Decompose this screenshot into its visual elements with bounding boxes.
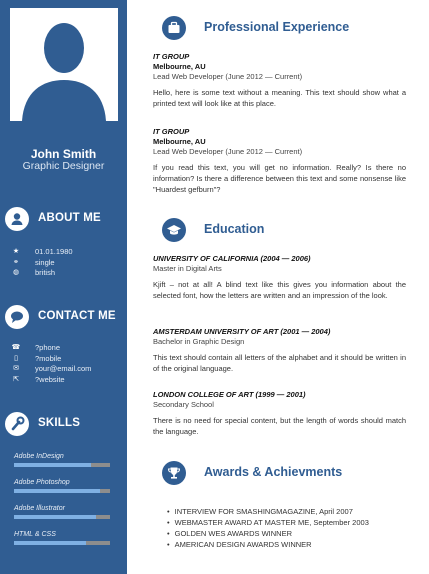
awards-heading bbox=[162, 461, 422, 485]
skill-name: Adobe InDesign bbox=[14, 453, 64, 460]
envelope-icon: ✉ bbox=[13, 365, 19, 372]
skills-heading bbox=[5, 412, 125, 436]
education-title: Education bbox=[204, 222, 265, 236]
about-list bbox=[11, 247, 73, 279]
skill-fill bbox=[14, 489, 100, 493]
about-me-heading bbox=[5, 207, 125, 231]
job-company: IT GROUP bbox=[153, 127, 190, 136]
graduation-cap-icon bbox=[162, 218, 186, 242]
skill-fill bbox=[14, 515, 96, 519]
mobile[interactable]: ?mobile bbox=[35, 353, 62, 363]
user-icon bbox=[5, 207, 29, 231]
awards-title: Awards & Achievments bbox=[204, 465, 343, 479]
external-link-icon: ⇱ bbox=[13, 375, 19, 383]
list-item bbox=[11, 354, 91, 365]
job-role: Lead Web Developer (June 2012 — Current) bbox=[153, 72, 303, 81]
education-school: LONDON COLLEGE OF ART (1999 — 2001) bbox=[153, 390, 306, 399]
person-title: Graphic Designer bbox=[22, 160, 105, 172]
skill-name: Adobe Photoshop bbox=[14, 479, 70, 486]
skill-track bbox=[14, 463, 110, 467]
list-item: • WEBMASTER AWARD AT MASTER ME, September 2003 bbox=[167, 517, 369, 528]
skill-fill bbox=[14, 463, 91, 467]
sidebar bbox=[0, 0, 127, 574]
education-entry bbox=[153, 327, 406, 374]
skill-track bbox=[14, 515, 110, 519]
marital-status: single bbox=[35, 257, 55, 267]
nationality: british bbox=[35, 268, 56, 277]
education-entry bbox=[153, 254, 406, 301]
job-location: Melbourne, AU bbox=[153, 137, 206, 146]
education-school: UNIVERSITY OF CALIFORNIA (2004 — 2006) bbox=[153, 254, 311, 263]
email[interactable]: your@email.com bbox=[35, 364, 92, 373]
education-heading bbox=[162, 218, 422, 242]
contact-list bbox=[11, 343, 91, 385]
globe-icon: ◍ bbox=[12, 269, 20, 276]
job-location: Melbourne, AU bbox=[153, 62, 206, 71]
skill-track bbox=[14, 541, 110, 545]
rings-icon: ⚭ bbox=[13, 258, 19, 266]
skills-label: SKILLS bbox=[38, 417, 81, 429]
trophy-icon bbox=[162, 461, 186, 485]
list-item: • AMERICAN DESIGN AWARDS WINNER bbox=[167, 539, 369, 550]
experience-title: Professional Experience bbox=[204, 20, 350, 34]
education-description: There is no need for special content, but the length of words should match the language. bbox=[153, 416, 406, 436]
avatar bbox=[10, 8, 118, 121]
skill-fill bbox=[14, 541, 86, 545]
education-entry bbox=[153, 390, 406, 437]
phone-icon: ☎ bbox=[11, 344, 21, 351]
education-degree: Bachelor in Graphic Design bbox=[153, 337, 245, 346]
list-item bbox=[11, 258, 73, 269]
experience-heading bbox=[162, 16, 422, 40]
skill-photoshop bbox=[14, 479, 110, 493]
list-item: • GOLDEN WES AWARDS WINNER bbox=[167, 528, 369, 539]
skill-name: HTML & CSS bbox=[14, 531, 56, 538]
list-item bbox=[11, 247, 73, 258]
about-me-label: ABOUT ME bbox=[38, 212, 101, 224]
skill-track bbox=[14, 489, 110, 493]
education-degree: Secondary School bbox=[153, 400, 214, 409]
job-role: Lead Web Developer (June 2012 — Current) bbox=[153, 147, 303, 156]
awards-list bbox=[167, 506, 369, 550]
list-item bbox=[11, 343, 91, 354]
wrench-icon bbox=[5, 412, 29, 436]
job-entry bbox=[153, 127, 406, 195]
list-item: • INTERVIEW FOR SMASHINGMAGAZINE, April 2007 bbox=[167, 506, 369, 517]
job-entry bbox=[153, 52, 406, 109]
list-item bbox=[11, 375, 91, 386]
person-name: John Smith bbox=[30, 147, 97, 161]
contact-me-label: CONTACT ME bbox=[38, 310, 116, 322]
chat-bubble-icon bbox=[5, 305, 29, 329]
skill-name: Adobe Illustrator bbox=[14, 505, 65, 512]
star-icon: ★ bbox=[12, 248, 20, 255]
job-company: IT GROUP bbox=[153, 52, 190, 61]
education-school: AMSTERDAM UNIVERSITY OF ART (2001 — 2004) bbox=[153, 327, 331, 336]
list-item bbox=[11, 268, 73, 279]
skill-html-css bbox=[14, 531, 110, 545]
website[interactable]: ?website bbox=[35, 374, 65, 384]
list-item bbox=[11, 364, 91, 375]
person-silhouette-icon bbox=[10, 8, 118, 121]
mobile-icon: ▯ bbox=[14, 354, 18, 362]
briefcase-icon bbox=[162, 16, 186, 40]
job-description: Hello, here is some text without a meaning. This text should show what a printed text will look like at this place. bbox=[153, 88, 406, 108]
education-degree: Master in Digital Arts bbox=[153, 264, 222, 273]
contact-me-heading bbox=[5, 305, 125, 329]
birthdate: 01.01.1980 bbox=[35, 247, 73, 256]
education-description: Kjift – not at all! A blind text like this gives you information about the selected font, how the letters are written and an impression of the look. bbox=[153, 280, 406, 300]
skill-illustrator bbox=[14, 505, 110, 519]
phone[interactable]: ?phone bbox=[35, 343, 61, 352]
skill-indesign bbox=[14, 453, 110, 467]
job-description: If you read this text, you will get no information. Really? Is there no information? Is there a difference between this text and some nonsense like "Huardest gefburn"? bbox=[153, 163, 406, 194]
education-description: This text should contain all letters of the alphabet and it should be written in of the original language. bbox=[153, 353, 406, 373]
